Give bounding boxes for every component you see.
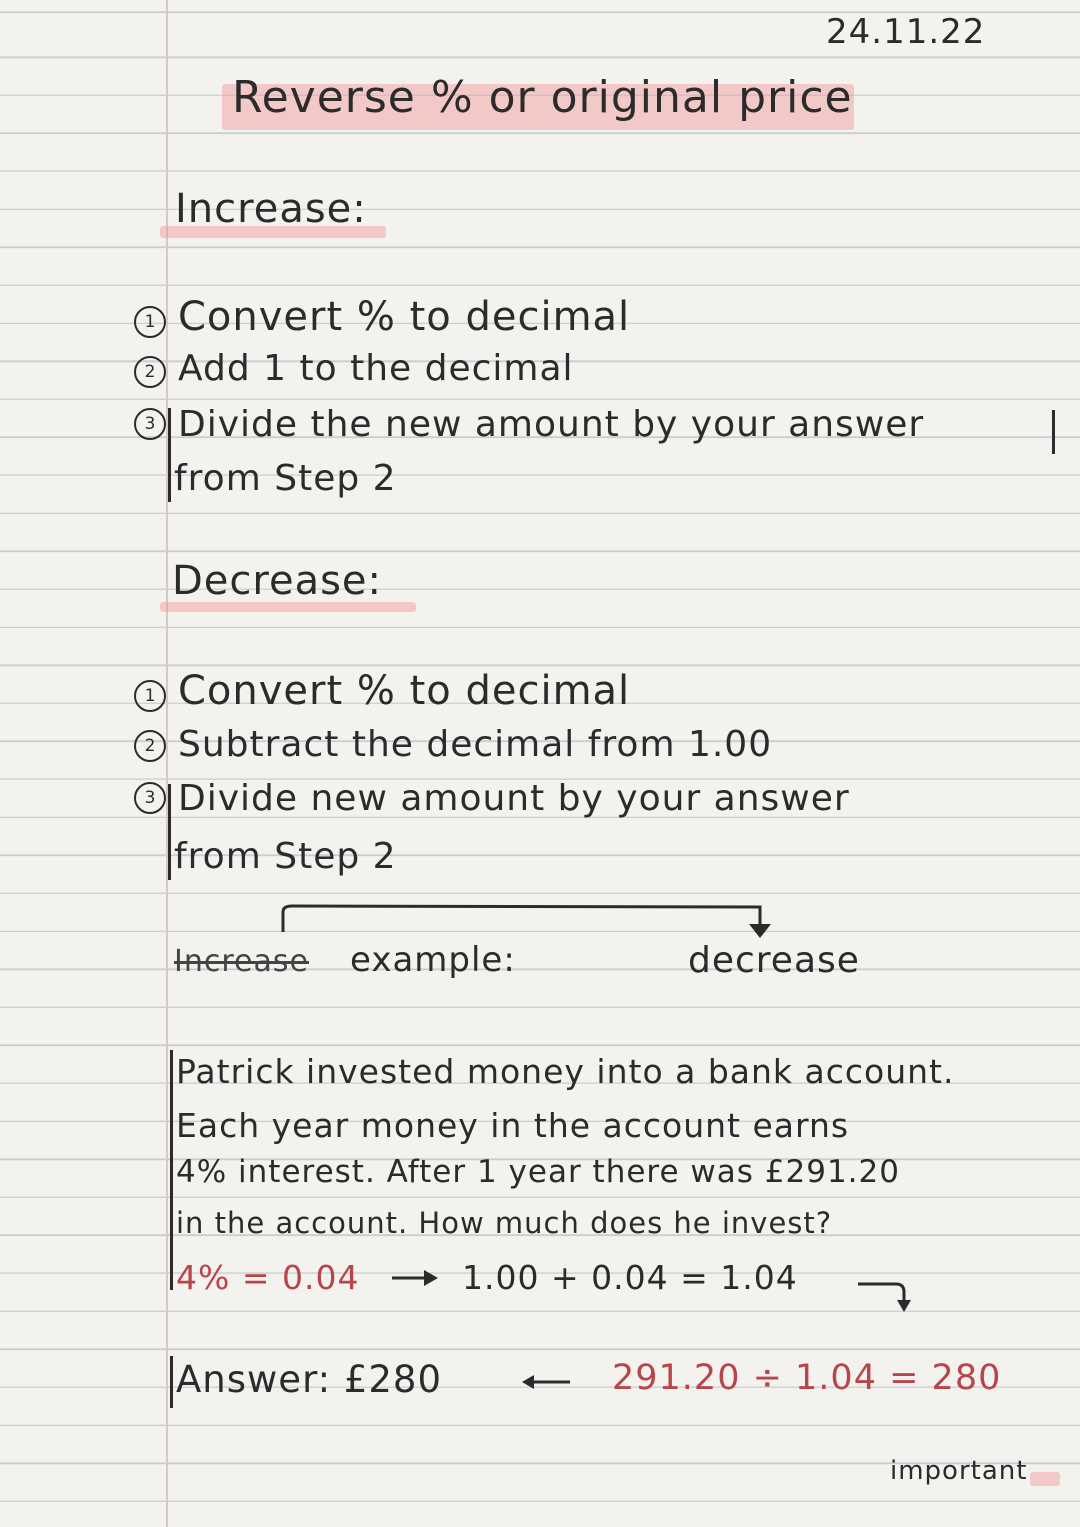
decrease-step-3: Divide new amount by your answer <box>178 778 850 819</box>
example-label: example: <box>350 940 516 980</box>
working-percent: 4% = 0.04 <box>176 1258 360 1297</box>
problem-line-4: in the account. How much does he invest? <box>176 1206 833 1240</box>
decrease-step-2: Subtract the decimal from 1.00 <box>178 724 773 765</box>
increase-step-1: Convert % to decimal <box>178 294 631 340</box>
curved-arrow-icon <box>858 1284 904 1304</box>
decrease-step-3-continued: from Step 2 <box>174 836 397 877</box>
step-number-1: 1 <box>134 306 166 338</box>
step-number-3: 3 <box>134 782 166 814</box>
increase-step-3-continued: from Step 2 <box>174 458 397 499</box>
arrow-head-icon <box>522 1375 534 1389</box>
arrow-head-icon <box>749 924 771 938</box>
correction-word: decrease <box>688 940 860 981</box>
correction-arrow <box>283 906 760 932</box>
arrow-head-icon <box>897 1300 911 1312</box>
problem-line-2: Each year money in the account earns <box>176 1106 850 1145</box>
answer-text: Answer: £280 <box>176 1358 443 1401</box>
calculation: 291.20 ÷ 1.04 = 280 <box>612 1358 1002 1398</box>
page-title: Reverse % or original price <box>232 72 853 123</box>
arrow-head-icon <box>424 1270 438 1286</box>
decrease-heading: Decrease: <box>172 558 383 604</box>
increase-step-3: Divide the new amount by your answer <box>178 404 925 445</box>
decrease-step-1: Convert % to decimal <box>178 668 631 714</box>
date: 24.11.22 <box>826 12 986 52</box>
important-note: important <box>890 1456 1028 1486</box>
step-number-2: 2 <box>134 730 166 762</box>
increase-step-2: Add 1 to the decimal <box>178 348 574 389</box>
increase-heading: Increase: <box>175 186 367 232</box>
problem-line-3: 4% interest. After 1 year there was £291.20 <box>176 1154 900 1190</box>
step-number-1: 1 <box>134 680 166 712</box>
problem-line-1: Patrick invested money into a bank account. <box>176 1052 955 1091</box>
working-sum: 1.00 + 0.04 = 1.04 <box>462 1258 798 1297</box>
crossed-out-word: Increase <box>174 944 309 979</box>
step-number-2: 2 <box>134 356 166 388</box>
step-number-3: 3 <box>134 408 166 440</box>
